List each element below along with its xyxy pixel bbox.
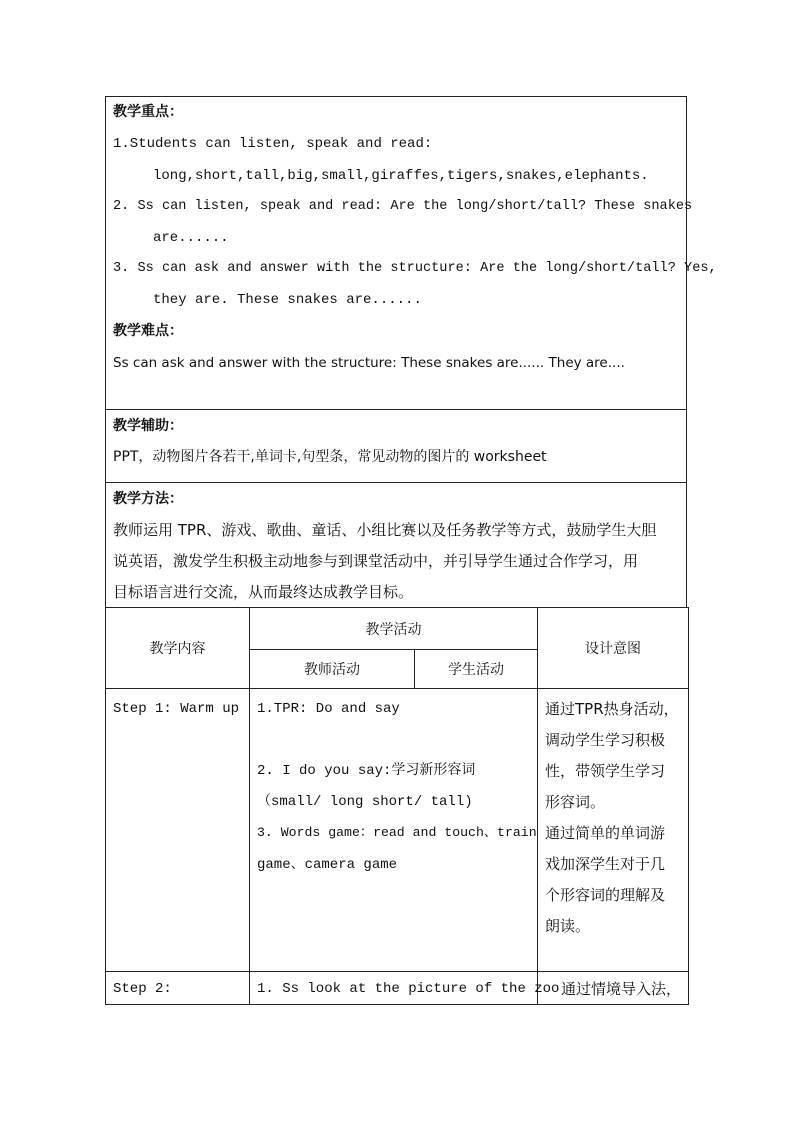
focus-item-3: 3. Ss can ask and answer with the structure: Are the long/short/tall? Yes,: [113, 261, 717, 276]
focus-item-2: 2. Ss can listen, speak and read: Are the long/short/tall? These snakes: [113, 199, 693, 214]
methods-line-2: 说英语，激发学生积极主动地参与到课堂活动中，并引导学生通过合作学习，用: [113, 552, 639, 570]
focus-heading: 教学重点：: [113, 104, 183, 120]
focus-item-1: 1.Students can listen, speak and read:: [113, 136, 433, 152]
teacher-line: 1. Ss look at the picture of the zoo: [257, 981, 560, 997]
focus-item-3-cont: they are. These snakes are......: [153, 292, 422, 308]
table-row: [106, 972, 689, 1005]
header-teacher: 教师活动: [250, 650, 415, 689]
intent-line: 通过情境导入法，: [561, 980, 682, 998]
header-activities: 教学活动: [250, 608, 538, 650]
intent-line: 通过简单的单词游: [545, 824, 666, 842]
teacher-line: 3. Words game：read and touch、train: [257, 825, 537, 840]
aids-heading: 教学辅助：: [113, 418, 183, 434]
intent-line: 性，带领学生学习: [545, 762, 666, 780]
methods-line-3: 目标语言进行交流，从而最终达成教学目标。: [113, 583, 414, 601]
table-row: [106, 689, 689, 972]
header-student: 学生活动: [415, 650, 538, 689]
difficulty-text: Ss can ask and answer with the structure: These snakes are...... They are....: [113, 355, 625, 371]
step-label: Step 2:: [113, 981, 172, 997]
intent-line: 朗读。: [545, 917, 591, 935]
teacher-line: （small/ long short/ tall): [257, 794, 473, 810]
intent-line: 形容词。: [545, 793, 606, 811]
intent-line: 通过TPR热身活动，: [545, 700, 679, 718]
aids-text: PPT，动物图片各若干,单词卡,句型条，常见动物的图片的 worksheet: [113, 449, 547, 465]
methods-heading: 教学方法：: [113, 491, 183, 507]
header-content: 教学内容: [106, 608, 250, 689]
focus-item-2-cont: are......: [153, 230, 229, 246]
activity-table: [105, 607, 689, 1005]
intent-line: 调动学生学习积极: [545, 731, 666, 749]
difficulty-heading: 教学难点：: [113, 323, 183, 339]
intent-line: 戏加深学生对于几: [545, 855, 666, 873]
teacher-line: 1.TPR: Do and say: [257, 701, 400, 717]
methods-line-1: 教师运用 TPR、游戏、歌曲、童话、小组比赛以及任务教学等方式，鼓励学生大胆: [113, 521, 657, 539]
aids-section: [105, 409, 687, 483]
intent-line: 个形容词的理解及: [545, 886, 666, 904]
header-intent: 设计意图: [538, 608, 689, 689]
step-label: Step 1: Warm up: [113, 701, 240, 717]
focus-item-1-words: long,short,tall,big,small,giraffes,tigers,snakes,elephants.: [153, 168, 649, 184]
teacher-line: 2. I do you say:学习新形容词: [257, 763, 476, 779]
teacher-line: game、camera game: [257, 857, 398, 873]
